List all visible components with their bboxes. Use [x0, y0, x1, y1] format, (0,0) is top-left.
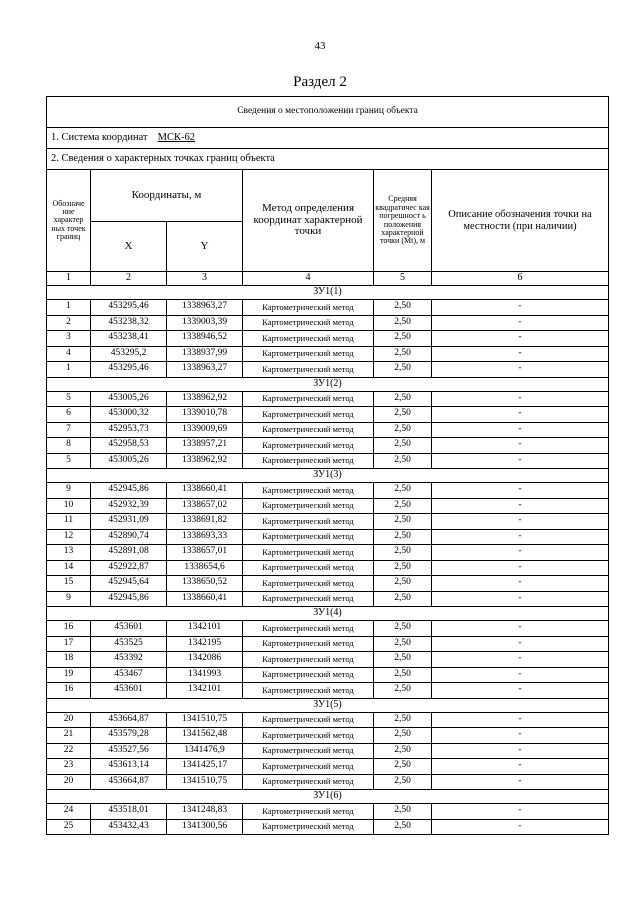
error-value: 2,50	[374, 407, 432, 423]
table-row	[47, 498, 609, 514]
error-value: 2,50	[374, 362, 432, 378]
table-row	[47, 422, 609, 438]
coord-x: 452945,86	[91, 483, 167, 499]
description: -	[432, 652, 609, 668]
coord-x: 452932,39	[91, 498, 167, 514]
coord-y: 1338962,92	[167, 453, 243, 469]
coord-x: 453005,26	[91, 453, 167, 469]
method: Картометрический метод	[243, 315, 374, 331]
method: Картометрический метод	[243, 422, 374, 438]
coord-y: 1338660,41	[167, 591, 243, 607]
point-number: 22	[47, 743, 91, 759]
method: Картометрический метод	[243, 362, 374, 378]
column-number: 1	[47, 272, 91, 286]
table-row	[47, 652, 609, 668]
point-number: 7	[47, 422, 91, 438]
description: -	[432, 667, 609, 683]
description: -	[432, 300, 609, 316]
coord-x: 452931,09	[91, 514, 167, 530]
coord-y: 1338650,52	[167, 576, 243, 592]
coord-x: 453295,2	[91, 346, 167, 362]
zone-row	[47, 790, 609, 804]
coord-x: 453467	[91, 667, 167, 683]
table-row	[47, 636, 609, 652]
point-number: 16	[47, 683, 91, 699]
coord-y: 1342195	[167, 636, 243, 652]
error-value: 2,50	[374, 759, 432, 775]
error-value: 2,50	[374, 652, 432, 668]
column-number: 4	[243, 272, 374, 286]
method: Картометрический метод	[243, 621, 374, 637]
table-row	[47, 346, 609, 362]
coord-x: 452922,87	[91, 560, 167, 576]
error-value: 2,50	[374, 529, 432, 545]
coord-y: 1341248,83	[167, 804, 243, 820]
coord-y: 1341300,56	[167, 819, 243, 835]
section-title: Раздел 2	[293, 74, 347, 90]
error-value: 2,50	[374, 560, 432, 576]
description: -	[432, 422, 609, 438]
description: -	[432, 774, 609, 790]
coord-system-value: МСК-62	[157, 132, 195, 144]
coord-x: 452945,64	[91, 576, 167, 592]
description: -	[432, 759, 609, 775]
coord-y: 1338691,82	[167, 514, 243, 530]
points-heading: 2. Сведения о характерных точках границ объекта	[47, 149, 609, 170]
zone-row	[47, 377, 609, 391]
description: -	[432, 407, 609, 423]
description: -	[432, 560, 609, 576]
error-value: 2,50	[374, 498, 432, 514]
description: -	[432, 683, 609, 699]
point-number: 14	[47, 560, 91, 576]
zone-row	[47, 698, 609, 712]
table-row	[47, 362, 609, 378]
table-row	[47, 331, 609, 347]
coord-y: 1339010,78	[167, 407, 243, 423]
coord-y: 1341562,48	[167, 728, 243, 744]
method: Картометрический метод	[243, 804, 374, 820]
coord-y: 1338962,92	[167, 391, 243, 407]
method: Картометрический метод	[243, 683, 374, 699]
point-number: 12	[47, 529, 91, 545]
coord-x: 452891,08	[91, 545, 167, 561]
description: -	[432, 636, 609, 652]
coord-y: 1341993	[167, 667, 243, 683]
method: Картометрический метод	[243, 819, 374, 835]
error-value: 2,50	[374, 331, 432, 347]
zone-label: ЗУ1(6)	[47, 790, 609, 804]
coord-y: 1339003,39	[167, 315, 243, 331]
column-number: 5	[374, 272, 432, 286]
coord-x: 452953,73	[91, 422, 167, 438]
description: -	[432, 529, 609, 545]
error-value: 2,50	[374, 804, 432, 820]
coord-y: 1338963,27	[167, 362, 243, 378]
point-number: 5	[47, 391, 91, 407]
error-value: 2,50	[374, 453, 432, 469]
zone-label: ЗУ1(4)	[47, 607, 609, 621]
description: -	[432, 591, 609, 607]
column-numbers-row	[47, 272, 609, 286]
table-row	[47, 315, 609, 331]
coord-y: 1338693,33	[167, 529, 243, 545]
method: Картометрический метод	[243, 529, 374, 545]
coord-x: 453295,46	[91, 300, 167, 316]
error-value: 2,50	[374, 545, 432, 561]
point-number: 11	[47, 514, 91, 530]
description: -	[432, 331, 609, 347]
point-number: 2	[47, 315, 91, 331]
description: -	[432, 453, 609, 469]
table-row	[47, 514, 609, 530]
point-number: 9	[47, 591, 91, 607]
point-number: 20	[47, 774, 91, 790]
description: -	[432, 315, 609, 331]
header-description: Описание обозначения точки на местности (при наличии)	[432, 170, 609, 272]
coord-x: 452945,86	[91, 591, 167, 607]
table-row	[47, 300, 609, 316]
description: -	[432, 391, 609, 407]
coord-x: 453664,87	[91, 774, 167, 790]
method: Картометрический метод	[243, 453, 374, 469]
coord-x: 453579,28	[91, 728, 167, 744]
method: Картометрический метод	[243, 346, 374, 362]
zone-row	[47, 607, 609, 621]
zone-label: ЗУ1(5)	[47, 698, 609, 712]
error-value: 2,50	[374, 438, 432, 454]
error-value: 2,50	[374, 774, 432, 790]
coord-x: 453005,26	[91, 391, 167, 407]
point-number: 15	[47, 576, 91, 592]
description: -	[432, 743, 609, 759]
point-number: 1	[47, 362, 91, 378]
column-number: 6	[432, 272, 609, 286]
table-row	[47, 759, 609, 775]
coord-y: 1338946,52	[167, 331, 243, 347]
coord-y: 1338657,02	[167, 498, 243, 514]
page-number: 43	[314, 40, 326, 52]
method: Картометрический метод	[243, 514, 374, 530]
point-number: 9	[47, 483, 91, 499]
coord-x: 453432,43	[91, 819, 167, 835]
coord-y: 1341425,17	[167, 759, 243, 775]
description: -	[432, 804, 609, 820]
error-value: 2,50	[374, 315, 432, 331]
error-value: 2,50	[374, 346, 432, 362]
table-row	[47, 391, 609, 407]
table-row	[47, 407, 609, 423]
coord-y: 1338963,27	[167, 300, 243, 316]
header-error: Средняя квадратичес кая погрешност ь положения характерной точки (Mt), м	[374, 170, 432, 272]
point-number: 18	[47, 652, 91, 668]
description: -	[432, 728, 609, 744]
coord-system-label: 1. Система координат	[51, 132, 148, 144]
method: Картометрический метод	[243, 391, 374, 407]
description: -	[432, 545, 609, 561]
column-number: 2	[91, 272, 167, 286]
description: -	[432, 819, 609, 835]
table-row	[47, 621, 609, 637]
header-x: X	[91, 222, 167, 272]
coord-y: 1338657,01	[167, 545, 243, 561]
error-value: 2,50	[374, 514, 432, 530]
description: -	[432, 362, 609, 378]
description: -	[432, 621, 609, 637]
point-number: 5	[47, 453, 91, 469]
error-value: 2,50	[374, 591, 432, 607]
method: Картометрический метод	[243, 407, 374, 423]
table-row	[47, 683, 609, 699]
coord-y: 1338660,41	[167, 483, 243, 499]
description: -	[432, 346, 609, 362]
header-coords: Координаты, м	[91, 170, 243, 222]
point-number: 4	[47, 346, 91, 362]
coord-x: 452890,74	[91, 529, 167, 545]
error-value: 2,50	[374, 667, 432, 683]
coord-y: 1341510,75	[167, 712, 243, 728]
coord-y: 1338654,6	[167, 560, 243, 576]
method: Картометрический метод	[243, 331, 374, 347]
coord-x: 453664,87	[91, 712, 167, 728]
table-row	[47, 774, 609, 790]
coord-y: 1342086	[167, 652, 243, 668]
table-row	[47, 591, 609, 607]
error-value: 2,50	[374, 743, 432, 759]
coord-y: 1342101	[167, 621, 243, 637]
coord-x: 453518,01	[91, 804, 167, 820]
point-number: 19	[47, 667, 91, 683]
table-row	[47, 804, 609, 820]
description: -	[432, 514, 609, 530]
coord-x: 453238,32	[91, 315, 167, 331]
coord-y: 1338957,21	[167, 438, 243, 454]
table-row	[47, 743, 609, 759]
error-value: 2,50	[374, 483, 432, 499]
error-value: 2,50	[374, 391, 432, 407]
column-number: 3	[167, 272, 243, 286]
description: -	[432, 483, 609, 499]
method: Картометрический метод	[243, 712, 374, 728]
method: Картометрический метод	[243, 743, 374, 759]
method: Картометрический метод	[243, 483, 374, 499]
zone-label: ЗУ1(2)	[47, 377, 609, 391]
method: Картометрический метод	[243, 728, 374, 744]
table-row	[47, 529, 609, 545]
method: Картометрический метод	[243, 498, 374, 514]
method: Картометрический метод	[243, 774, 374, 790]
coord-x: 453295,46	[91, 362, 167, 378]
coord-x: 453000,32	[91, 407, 167, 423]
error-value: 2,50	[374, 683, 432, 699]
coord-x: 453601	[91, 621, 167, 637]
method: Картометрический метод	[243, 652, 374, 668]
method: Картометрический метод	[243, 545, 374, 561]
table-row	[47, 667, 609, 683]
error-value: 2,50	[374, 576, 432, 592]
table-row	[47, 712, 609, 728]
coord-x: 453601	[91, 683, 167, 699]
table-row	[47, 560, 609, 576]
point-number: 20	[47, 712, 91, 728]
header-y: Y	[167, 222, 243, 272]
method: Картометрический метод	[243, 759, 374, 775]
point-number: 6	[47, 407, 91, 423]
boundary-table	[46, 96, 609, 835]
method: Картометрический метод	[243, 438, 374, 454]
error-value: 2,50	[374, 422, 432, 438]
point-number: 21	[47, 728, 91, 744]
point-number: 17	[47, 636, 91, 652]
header-method: Метод определения координат характерной точки	[243, 170, 374, 272]
zone-label: ЗУ1(3)	[47, 469, 609, 483]
point-number: 10	[47, 498, 91, 514]
coord-y: 1338937,99	[167, 346, 243, 362]
header-point-label: Обозначе ние характер ных точек границ	[47, 170, 91, 272]
table-row	[47, 453, 609, 469]
description: -	[432, 712, 609, 728]
error-value: 2,50	[374, 636, 432, 652]
coord-x: 453613,14	[91, 759, 167, 775]
coord-y: 1341510,75	[167, 774, 243, 790]
method: Картометрический метод	[243, 576, 374, 592]
point-number: 1	[47, 300, 91, 316]
method: Картометрический метод	[243, 636, 374, 652]
table-row	[47, 728, 609, 744]
method: Картометрический метод	[243, 591, 374, 607]
error-value: 2,50	[374, 300, 432, 316]
coord-y: 1342101	[167, 683, 243, 699]
table-row	[47, 576, 609, 592]
point-number: 16	[47, 621, 91, 637]
coord-x: 453527,56	[91, 743, 167, 759]
method: Картометрический метод	[243, 560, 374, 576]
table-row	[47, 483, 609, 499]
coord-x: 452958,53	[91, 438, 167, 454]
point-number: 25	[47, 819, 91, 835]
point-number: 3	[47, 331, 91, 347]
zone-row	[47, 469, 609, 483]
coord-x: 453525	[91, 636, 167, 652]
method: Картометрический метод	[243, 300, 374, 316]
error-value: 2,50	[374, 819, 432, 835]
description: -	[432, 576, 609, 592]
table-row	[47, 819, 609, 835]
description: -	[432, 498, 609, 514]
point-number: 24	[47, 804, 91, 820]
coord-x: 453392	[91, 652, 167, 668]
description: -	[432, 438, 609, 454]
table-row	[47, 545, 609, 561]
point-number: 13	[47, 545, 91, 561]
point-number: 8	[47, 438, 91, 454]
coord-x: 453238,41	[91, 331, 167, 347]
coord-y: 1341476,9	[167, 743, 243, 759]
zone-row	[47, 286, 609, 300]
error-value: 2,50	[374, 728, 432, 744]
error-value: 2,50	[374, 712, 432, 728]
table-title: Сведения о местоположении границ объекта	[47, 97, 609, 128]
coord-y: 1339009,69	[167, 422, 243, 438]
error-value: 2,50	[374, 621, 432, 637]
point-number: 23	[47, 759, 91, 775]
method: Картометрический метод	[243, 667, 374, 683]
zone-label: ЗУ1(1)	[47, 286, 609, 300]
table-row	[47, 438, 609, 454]
coord-system-row	[47, 128, 609, 149]
